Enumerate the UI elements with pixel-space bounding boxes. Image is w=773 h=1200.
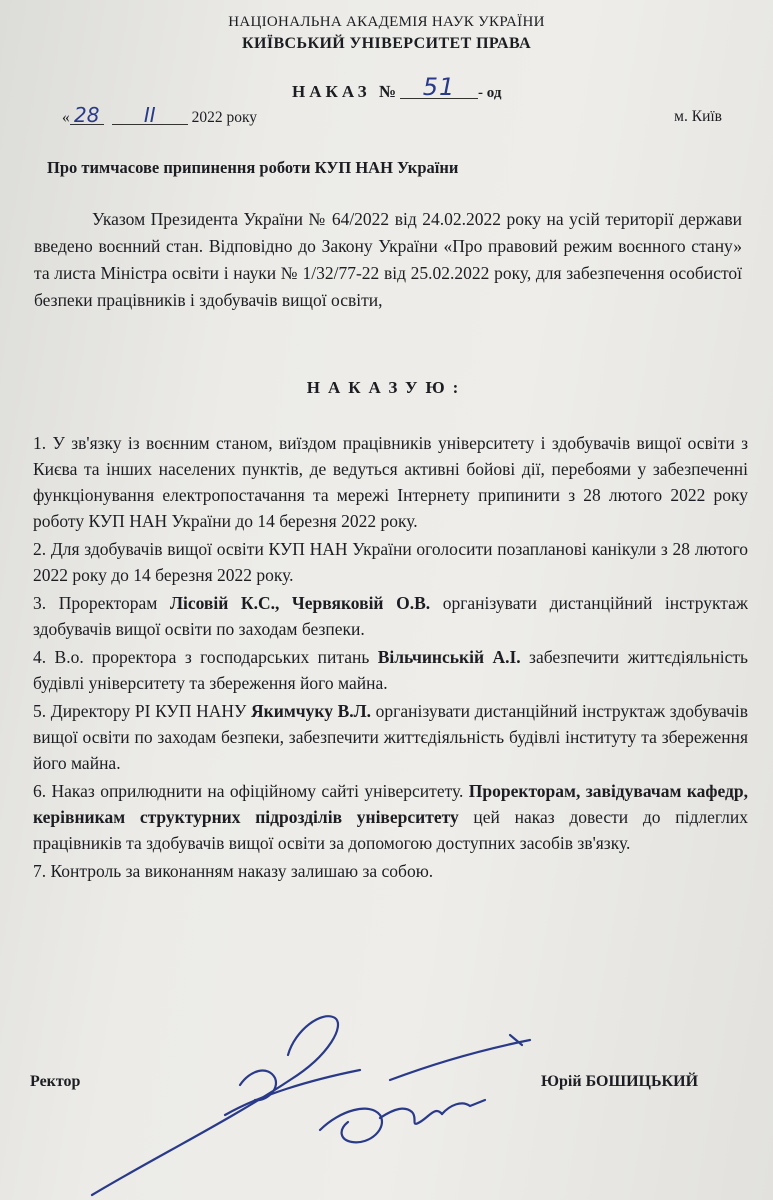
- list-item: [33, 698, 748, 776]
- order-items: [33, 430, 748, 886]
- item-text: 5. Директору РІ КУП НАНУ: [33, 701, 252, 721]
- order-word-heading: НАКАЗУЮ:: [306, 378, 467, 397]
- list-item: [33, 644, 748, 696]
- university-name: КИЇВСЬКИЙ УНІВЕРСИТЕТ ПРАВА: [241, 35, 532, 52]
- city: м. Київ: [674, 108, 722, 125]
- list-item: [33, 590, 748, 642]
- item-text: організувати дистанційний інструктаж здобувачів вищої освіти по заходам безпеки, забезпечити життєдіяльність будівлі інституту та збереження його майна.: [33, 701, 748, 773]
- item-text: 4. В.о. проректора з господарських питань: [33, 647, 378, 667]
- preamble-paragraph: [34, 206, 742, 314]
- item-names: Вільчинській А.І.: [377, 647, 521, 667]
- item-text: 3. Проректорам: [33, 593, 170, 613]
- date-open-quote: «: [62, 109, 70, 126]
- date-line: [62, 103, 722, 127]
- item-text: організувати дистанційний інструктаж здобувачів вищої освіти по заходам безпеки.: [33, 593, 748, 639]
- item-text: забезпечити життєдіяльність будівлі університету та збереження його майна.: [33, 647, 748, 693]
- date-month: II: [112, 106, 188, 125]
- list-item: 7. Контроль за виконанням наказу залишаю за собою.: [33, 861, 434, 881]
- academy-name: НАЦІОНАЛЬНА АКАДЕМІЯ НАУК УКРАЇНИ: [228, 14, 545, 30]
- rector-name: Юрій БОШИЦЬКИЙ: [541, 1073, 699, 1090]
- list-item: [33, 778, 748, 856]
- item-names: Лісовій К.С., Червяковій О.В.: [169, 593, 431, 613]
- handwritten-signature: [90, 1010, 550, 1200]
- order-subject: Про тимчасове припинення роботи КУП НАН України: [47, 158, 459, 177]
- item-text: 6. Наказ оприлюднити на офіційному сайті університету.: [33, 781, 469, 801]
- list-item: 2. Для здобувачів вищої освіти КУП НАН України оголосити позапланові канікули з 28 лютого 2022 року до 14 березня 2022 року.: [33, 539, 748, 585]
- date-day: 28: [70, 106, 104, 125]
- item-names: Проректорам, завідувачам кафедр, керівникам структурних підрозділів університету: [33, 781, 748, 827]
- item-names: Якимчуку В.Л.: [251, 701, 372, 721]
- preamble-text: Указом Президента України № 64/2022 від 24.02.2022 року на усій території держави введено воєнний стан. Відповідно до Закону України «Про правовий режим воєнного стану» та листа Міністра освіти і науки № 1/32/77-22 від 25.02.2022 року, для забезпечення особистої безпеки працівників і здобувачів вищої освіти,: [34, 209, 742, 310]
- rector-title: Ректор: [30, 1073, 81, 1090]
- item-text: цей наказ довести до підлеглих працівників та здобувачів вищої освіти за допомогою доступних засобів зв'язку.: [33, 807, 748, 853]
- order-suffix: - од: [478, 85, 502, 101]
- date-year: 2022 року: [191, 109, 258, 126]
- order-number: 51: [400, 76, 478, 99]
- order-heading: [292, 73, 502, 102]
- order-label: НАКАЗ №: [292, 82, 400, 101]
- list-item: 1. У зв'язку із воєнним станом, виїздом працівників університету і здобувачів вищої освіти з Києва та інших населених пунктів, де ведуться активні бойові дії, перебоями у забезпеченні функціонування електропостачання та мережі Інтернету припинити з 28 лютого 2022 року роботу КУП НАН України до 14 березня 2022 року.: [33, 433, 748, 531]
